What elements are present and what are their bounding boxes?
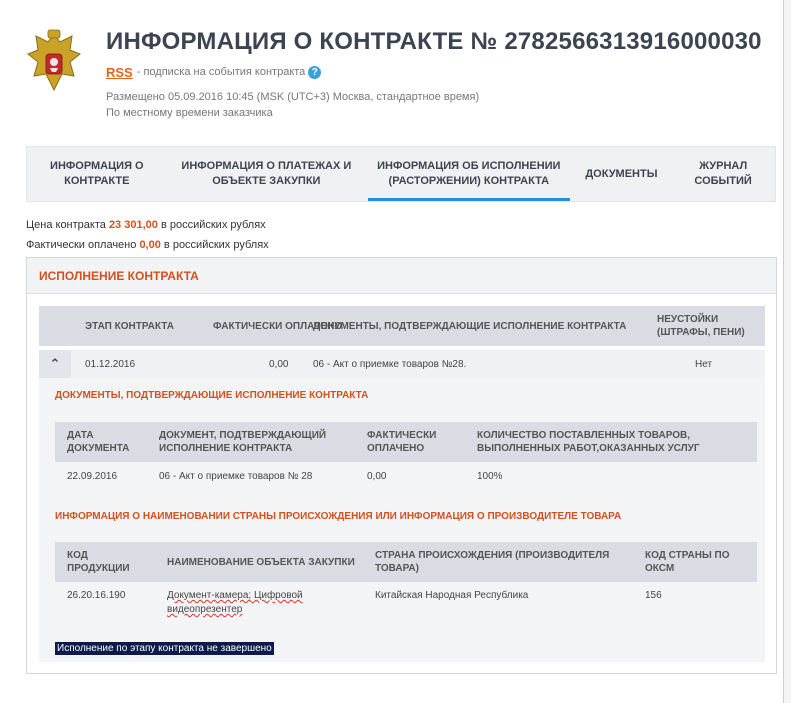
tab-documents[interactable]: ДОКУМЕНТЫ [585,167,658,180]
origin-cell-country: Китайская Народная Республика [375,590,529,601]
docs-cell-document: 06 - Акт о приемке товаров № 28 [159,471,313,482]
panel-title: ИСПОЛНЕНИЕ КОНТРАКТА [27,258,776,294]
docs-cell-paid: 0,00 [367,471,387,482]
stage-detail [39,378,765,662]
local-time-note: По местному времени заказчика [106,107,273,119]
tab-bar [26,146,776,202]
chevron-up-icon[interactable]: ⌃ [39,350,71,378]
stage-penalties: Нет [695,358,713,370]
contract-price-line [26,219,266,231]
stage-row [39,350,765,378]
stage-header-penalties: НЕУСТОЙКИ (ШТРАФЫ, ПЕНИ) [657,314,745,338]
coat-of-arms-icon [26,28,82,98]
docs-cell-quantity: 100% [477,471,503,482]
table-row [55,589,757,621]
origin-header-object: НАИМЕНОВАНИЕ ОБЪЕКТА ЗАКУПКИ [167,556,355,568]
origin-table-header [55,542,757,582]
rss-link[interactable]: RSS [106,64,133,80]
docs-header-date: ДАТА ДОКУМЕНТА [67,430,130,454]
tab-execution-info[interactable]: ИНФОРМАЦИЯ ОБ ИСПОЛНЕНИИ (РАСТОРЖЕНИИ) КОНТРАКТА [366,147,571,201]
posted-date: Размещено 05.09.2016 10:45 (MSK (UTC+3) Москва, стандартное время) [106,91,480,103]
window-right-edge [783,0,791,703]
tab-event-log[interactable]: ЖУРНАЛ СОБЫТИЙ [694,160,752,187]
page-header [26,28,766,128]
origin-cell-code: 26.20.16.190 [67,590,126,601]
page-title: ИНФОРМАЦИЯ О КОНТРАКТЕ № 2782566313916000030 [106,28,762,55]
docs-section-title: ДОКУМЕНТЫ, ПОДТВЕРЖДАЮЩИЕ ИСПОЛНЕНИЕ КОНТРАКТА [55,390,369,401]
tab-payments-info[interactable]: ИНФОРМАЦИЯ О ПЛАТЕЖАХ И ОБЪЕКТЕ ЗАКУПКИ [181,160,352,187]
paid-amount-value: 0,00 [139,239,161,251]
contract-price-label: Цена контракта [26,219,106,231]
stage-date: 01.12.2016 [85,358,136,370]
paid-amount-suffix: в российских рублях [163,239,269,251]
origin-header-country: СТРАНА ПРОИСХОЖДЕНИЯ (ПРОИЗВОДИТЕЛЯ ТОВАРА) [375,550,610,574]
rss-row [106,64,321,80]
table-row [55,470,757,486]
origin-header-code: КОД ПРОДУКЦИИ [67,550,130,574]
paid-amount-label: Фактически оплачено [26,239,137,251]
origin-section-title: ИНФОРМАЦИЯ О НАИМЕНОВАНИИ СТРАНЫ ПРОИСХОЖДЕНИЯ ИЛИ ИНФОРМАЦИЯ О ПРОИЗВОДИТЕЛЕ ТОВАРА [55,511,622,522]
contract-price-suffix: в российских рублях [160,219,266,231]
docs-table-header [55,422,757,462]
stage-table-header [39,306,765,346]
stage-documents: 06 - Акт о приемке товаров №28. [313,358,467,370]
contract-price-value: 23 301,00 [108,219,158,231]
docs-header-paid: ФАКТИЧЕСКИ ОПЛАЧЕНО [367,430,437,454]
origin-cell-oksm: 156 [645,590,662,601]
question-circle-icon[interactable]: ? [308,66,321,79]
origin-header-oksm: КОД СТРАНЫ ПО ОКСМ [645,550,730,574]
execution-panel [26,257,777,674]
tab-contract-info[interactable]: ИНФОРМАЦИЯ О КОНТРАКТЕ [50,160,144,187]
stage-status-selected-text: Исполнение по этапу контракта не завершено [57,643,272,654]
paid-amount-line [26,239,269,251]
docs-header-document: ДОКУМЕНТ, ПОДТВЕРЖДАЮЩИЙ ИСПОЛНЕНИЕ КОНТРАКТА [159,430,327,454]
origin-cell-object: Документ-камера; Цифровой видеопрезентер [167,590,303,615]
stage-header-stage: ЭТАП КОНТРАКТА [85,320,174,332]
docs-cell-date: 22.09.2016 [67,471,118,482]
stage-header-paid: ФАКТИЧЕСКИ ОПЛАЧЕНО [213,320,343,332]
stage-paid: 0,00 [269,358,289,370]
docs-header-quantity: КОЛИЧЕСТВО ПОСТАВЛЕННЫХ ТОВАРОВ, ВЫПОЛНЕННЫХ РАБОТ,ОКАЗАННЫХ УСЛУГ [477,430,700,454]
rss-description: - подписка на события контракта [136,66,306,78]
stage-header-documents: ДОКУМЕНТЫ, ПОДТВЕРЖДАЮЩИЕ ИСПОЛНЕНИЕ КОНТРАКТА [313,320,627,332]
